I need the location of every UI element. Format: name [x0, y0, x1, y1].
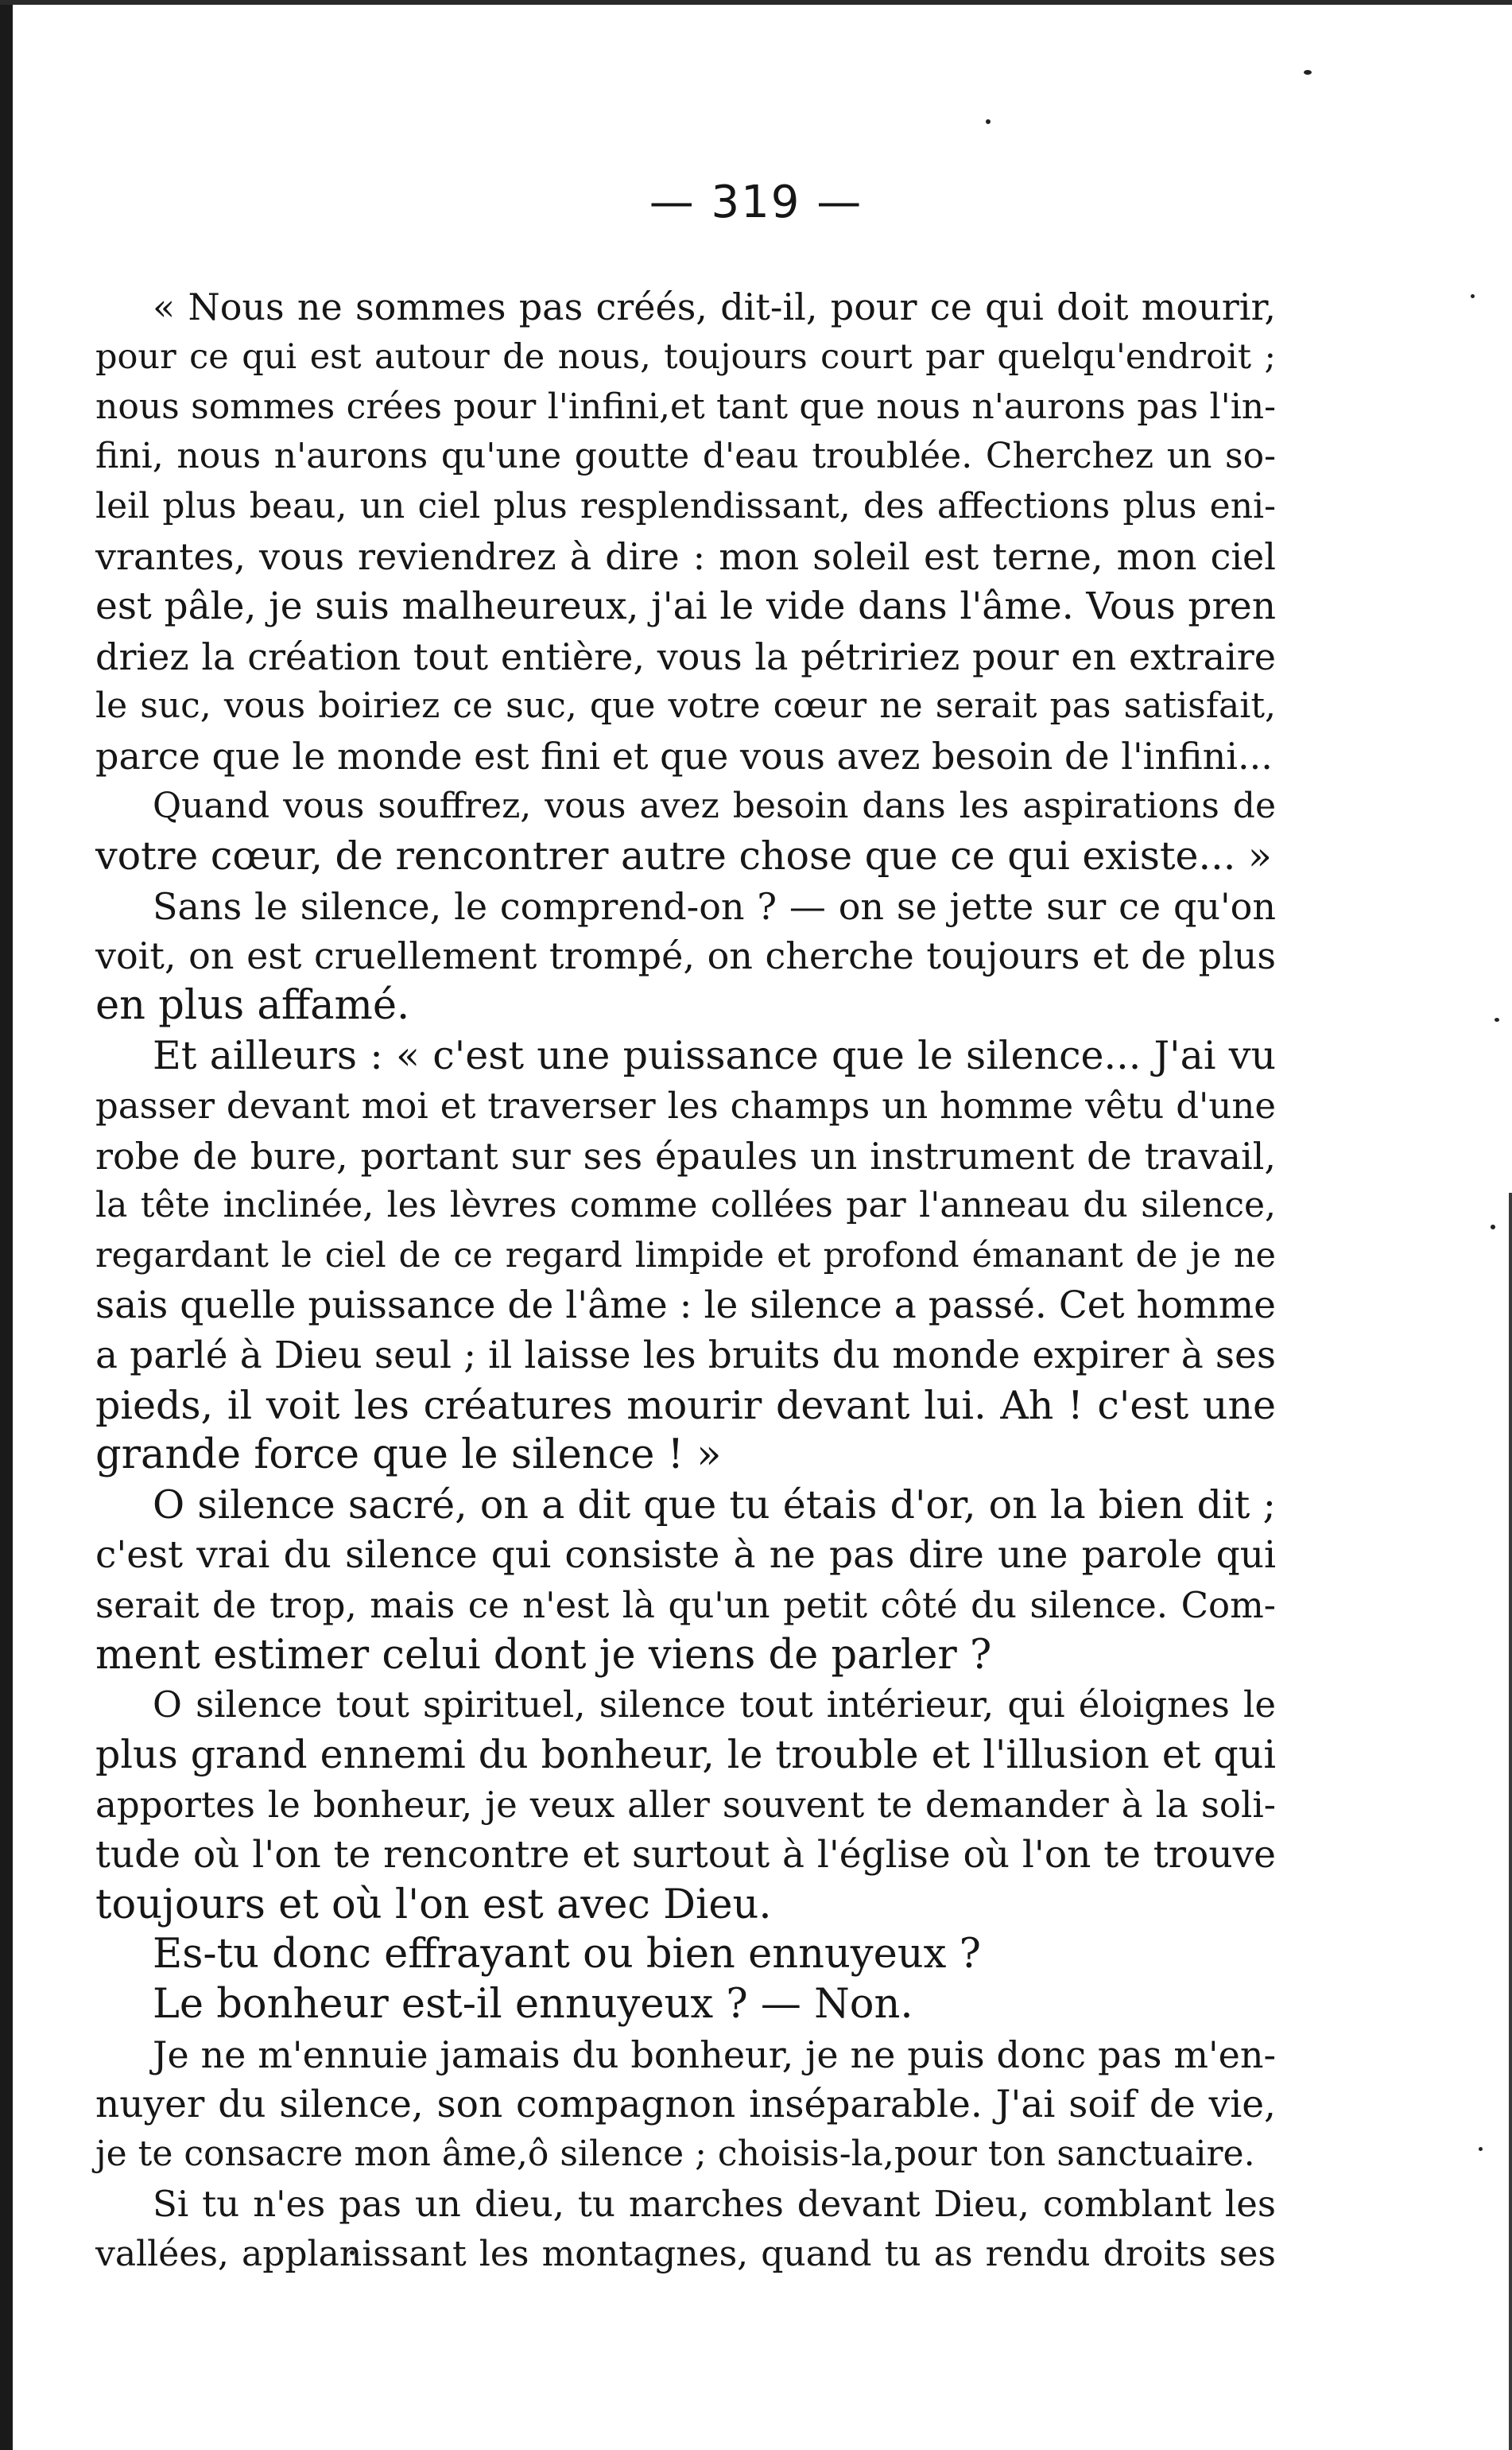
text-line: plus grand ennemi du bonheur, le trouble et l'illusion et qui: [95, 1732, 1276, 1778]
text-line: robe de bure, portant sur ses épaules un instrument de travail,: [95, 1134, 1276, 1178]
text-line: passer devant moi et traverser les champs un homme vêtu d'une: [95, 1084, 1276, 1127]
scan-border-top: [0, 0, 1512, 5]
text-line: Es-tu donc effrayant ou bien ennuyeux ?: [153, 1931, 981, 1978]
scan-border-right: [1509, 1193, 1512, 2450]
text-line: parce que le monde est fini et que vous avez besoin de l'infini...: [95, 735, 1273, 778]
scan-speck: [1304, 70, 1312, 75]
text-line: nuyer du silence, son compagnon inséparable. J'ai soif de vie,: [95, 2082, 1276, 2126]
text-line: O silence sacré, on a dit que tu étais d'or, on la bien dit ;: [153, 1482, 1276, 1528]
text-line: fini, nous n'aurons qu'une goutte d'eau troublée. Cherchez un so-: [95, 436, 1276, 477]
text-line: leil plus beau, un ciel plus resplendissant, des affections plus eni-: [95, 486, 1276, 527]
text-line: Je ne m'ennuie jamais du bonheur, je ne puis donc pas m'en-: [153, 2033, 1276, 2076]
text-line: sais quelle puissance de l'âme : le silence a passé. Cet homme: [95, 1283, 1276, 1327]
text-line: vallées, applanissant les montagnes, quand tu as rendu droits ses: [95, 2234, 1276, 2275]
text-line: ment estimer celui dont je viens de parler ?: [95, 1631, 992, 1679]
text-line: Si tu n'es pas un dieu, tu marches devant Dieu, comblant les: [153, 2183, 1276, 2226]
text-line: voit, on est cruellement trompé, on cherche toujours et de plus: [95, 934, 1276, 978]
text-line: votre cœur, de rencontrer autre chose que ce qui existe... »: [95, 833, 1272, 879]
scan-speck: [1479, 2147, 1483, 2151]
text-line: pour ce qui est autour de nous, toujours court par quelqu'endroit ;: [95, 336, 1276, 377]
text-line: Sans le silence, le comprend-on ? — on se jette sur ce qu'on: [153, 884, 1276, 928]
text-line: pieds, il voit les créatures mourir devant lui. Ah ! c'est une: [95, 1382, 1276, 1428]
body-text: [95, 282, 1276, 2280]
scan-speck: [986, 119, 991, 124]
text-line: « Nous ne sommes pas créés, dit-il, pour ce qui doit mourir,: [153, 285, 1276, 328]
scan-speck: [1471, 294, 1475, 298]
text-line: O silence tout spirituel, silence tout intérieur, qui éloignes le: [153, 1683, 1276, 1726]
text-line: je te consacre mon âme,ô silence ; choisis-la,pour ton sanctuaire.: [95, 2134, 1255, 2175]
text-line: driez la création tout entière, vous la pétririez pour en extraire: [95, 635, 1276, 678]
text-line: nous sommes crées pour l'infini,et tant que nous n'aurons pas l'in-: [95, 386, 1276, 427]
text-line: tude où l'on te rencontre et surtout à l'église où l'on te trouve: [95, 1832, 1276, 1877]
text-line: c'est vrai du silence qui consiste à ne pas dire une parole qui: [95, 1532, 1276, 1577]
scan-speck: [1491, 1225, 1495, 1229]
text-line: Et ailleurs : « c'est une puissance que le silence... J'ai vu: [153, 1032, 1276, 1078]
text-line: est pâle, je suis malheureux, j'ai le vide dans l'âme. Vous pren: [95, 584, 1276, 628]
text-line: Le bonheur est-il ennuyeux ? — Non.: [153, 1981, 913, 2029]
page-number: — 319 —: [649, 177, 863, 228]
text-line: le suc, vous boiriez ce suc, que votre cœur ne serait pas satisfait,: [95, 685, 1276, 727]
scan-speck: [1495, 1018, 1499, 1022]
text-line: serait de trop, mais ce n'est là qu'un petit côté du silence. Com-: [95, 1583, 1276, 1626]
text-line: la tête inclinée, les lèvres comme collées par l'anneau du silence,: [95, 1185, 1276, 1226]
text-line: grande force que le silence ! »: [95, 1431, 722, 1479]
text-line: toujours et où l'on est avec Dieu.: [95, 1881, 772, 1928]
scan-border-left: [0, 0, 13, 2450]
text-line: a parlé à Dieu seul ; il laisse les bruits du monde expirer à ses: [95, 1333, 1276, 1377]
text-line: regardant le ciel de ce regard limpide et profond émanant de je ne: [95, 1236, 1276, 1276]
text-line: apportes le bonheur, je veux aller souvent te demander à la soli-: [95, 1783, 1276, 1826]
text-line: en plus affamé.: [95, 982, 410, 1030]
text-line: vrantes, vous reviendrez à dire : mon soleil est terne, mon ciel: [95, 534, 1276, 578]
text-line: Quand vous souffrez, vous avez besoin dans les aspirations de: [153, 785, 1276, 826]
